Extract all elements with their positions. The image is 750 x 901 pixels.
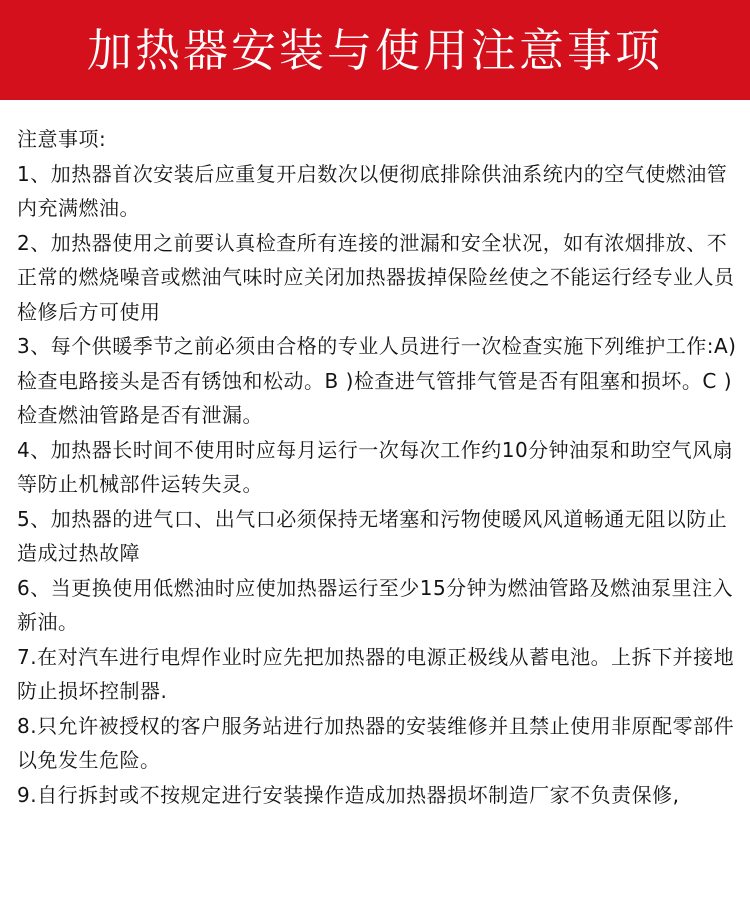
notes-section	[17, 122, 739, 812]
note-item-6: 6、当更换使用低燃油时应使加热器运行至少15分钟为燃油管路及燃油泵里注入新油。	[17, 575, 734, 634]
page-title: 加热器安装与使用注意事项	[86, 23, 663, 77]
notes-list	[17, 157, 739, 813]
note-item-1: 1、加热器首次安装后应重复开启数次以便彻底排除供油系统内的空气使燃油管内充满燃油。	[17, 161, 728, 220]
note-item-8: 8.只允许被授权的客户服务站进行加热器的安装维修并且禁止使用非原配零部件以免发生危险。	[17, 713, 735, 772]
note-item-9: 9.自行拆封或不按规定进行安装操作造成加热器损坏制造厂家不负责保修,	[17, 782, 680, 807]
title-banner	[0, 0, 750, 100]
note-item-5: 5、加热器的进气口、出气口必须保持无堵塞和污物使暖风风道畅通无阻以防止造成过热故障	[17, 506, 728, 565]
note-item-2: 2、加热器使用之前要认真检查所有连接的泄漏和安全状况，如有浓烟排放、不正常的燃烧噪音或燃油气味时应关闭加热器拔掉保险丝使之不能运行经专业人员检修后方可使用	[17, 230, 735, 324]
note-item-4: 4、加热器长时间不使用时应每月运行一次每次工作约10分钟油泵和助空气风扇等防止机械部件运转失灵。	[17, 437, 734, 496]
note-item-7: 7.在对汽车进行电焊作业时应先把加热器的电源正极线从蓄电池。上拆下并接地防止损坏控制器.	[17, 644, 735, 703]
note-item-3: 3、每个供暖季节之前必须由合格的专业人员进行一次检查实施下列维护工作:A)检查电路接头是否有锈蚀和松动。B )检查进气管排气管是否有阻塞和损坏。C )检查燃油管路是否有泄漏。	[17, 334, 737, 427]
notes-heading: 注意事项:	[17, 127, 107, 151]
